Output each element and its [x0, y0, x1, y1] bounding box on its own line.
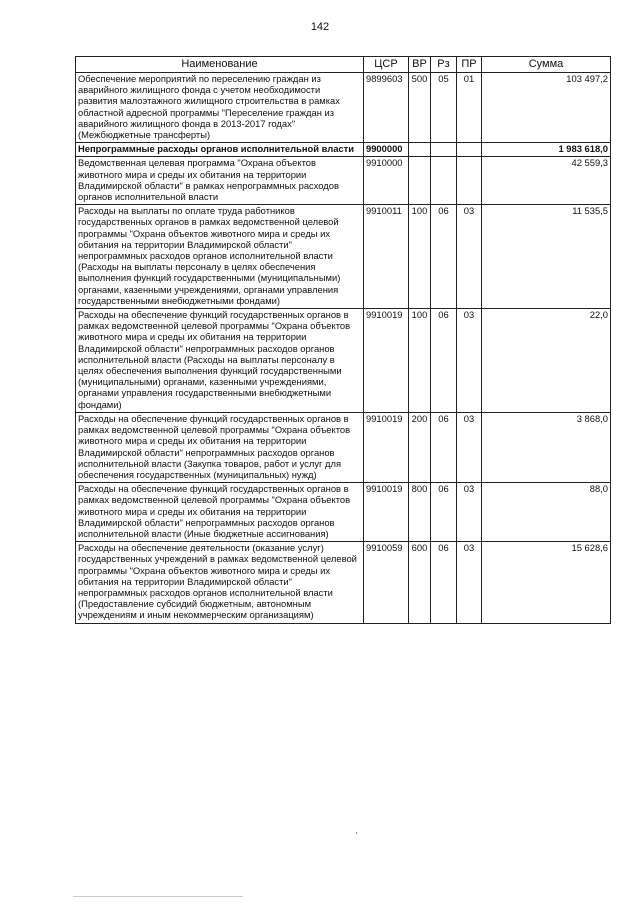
row-name: Расходы на выплаты по оплате труда работников государственных органов в рамках ведомственной целевой программы "Охрана объектов животного мира и среды их обитания на территории Владимирской области" непрограммных расходов органов исполнительной власти (Расходы на выплаты персоналу в целях обеспечения выполнения функций государственными (муниципальными) органами, казенными учреждениями, органами управления государственными внебюджетными фондами): [78, 205, 341, 306]
header-row: [76, 57, 611, 73]
row-csr: 9910059: [364, 542, 409, 623]
row-vr: 500: [409, 73, 431, 143]
table-header: [76, 57, 611, 73]
row-csr: 9899603: [364, 73, 409, 143]
table-row: [76, 542, 611, 623]
row-name: Расходы на обеспечение функций государственных органов в рамках ведомственной целевой программы "Охрана объектов животного мира и среды их обитания на территории Владимирской области" непрограммных расходов органов исполнительной власти (Расходы на выплаты персоналу в целях обеспечения выполнения функций государственными (муниципальными) органами, казенными учреждениями, органами управления государственными внебюджетными фондами): [78, 309, 351, 410]
row-pr: [457, 157, 482, 205]
row-name-cell: [76, 309, 364, 413]
table-row: [76, 483, 611, 542]
budget-table: [75, 56, 611, 624]
row-pr: [457, 143, 482, 157]
row-name: Расходы на обеспечение функций государственных органов в рамках ведомственной целевой программы "Охрана объектов животного мира и среды их обитания на территории Владимирской области" непрограммных расходов органов исполнительной власти (Иные бюджетные ассигнования): [78, 483, 351, 539]
row-csr: 9910019: [364, 483, 409, 542]
row-name-cell: [76, 157, 364, 205]
table-row: [76, 309, 611, 413]
row-vr: 100: [409, 309, 431, 413]
row-pr: 03: [457, 542, 482, 623]
row-name: Ведомственная целевая программа "Охрана объектов животного мира и среды их обитания на территории Владимирской области" в рамках непрограммных расходов органов исполнительной власти: [78, 157, 339, 203]
row-pr: 03: [457, 205, 482, 309]
row-csr: 9900000: [364, 143, 409, 157]
row-pr: 03: [457, 309, 482, 413]
row-csr: 9910000: [364, 157, 409, 205]
header-pr: ПР: [457, 57, 482, 73]
row-name-cell: [76, 412, 364, 482]
row-rz: 06: [431, 483, 457, 542]
row-sum: 11 535,5: [482, 205, 611, 309]
row-rz: 05: [431, 73, 457, 143]
row-pr: 01: [457, 73, 482, 143]
row-vr: 600: [409, 542, 431, 623]
row-rz: 06: [431, 542, 457, 623]
row-pr: 03: [457, 412, 482, 482]
header-name: Наименование: [76, 57, 364, 73]
header-csr: ЦСР: [364, 57, 409, 73]
row-sum: 42 559,3: [482, 157, 611, 205]
row-sum: 103 497,2: [482, 73, 611, 143]
row-sum: 88,0: [482, 483, 611, 542]
table-row: [76, 205, 611, 309]
table-row: [76, 157, 611, 205]
header-vr: ВР: [409, 57, 431, 73]
row-vr: [409, 143, 431, 157]
row-csr: 9910019: [364, 412, 409, 482]
table-row: [76, 73, 611, 143]
row-vr: [409, 157, 431, 205]
row-rz: 06: [431, 309, 457, 413]
row-name-cell: [76, 542, 364, 623]
row-rz: 06: [431, 412, 457, 482]
table-row: [76, 412, 611, 482]
row-name-cell: [76, 143, 364, 157]
scan-speck: [73, 896, 243, 897]
header-rz: Рз: [431, 57, 457, 73]
row-name-cell: [76, 205, 364, 309]
row-sum: 3 868,0: [482, 412, 611, 482]
row-csr: 9910019: [364, 309, 409, 413]
row-name: Обеспечение мероприятий по переселению граждан из аварийного жилищного фонда с учетом необходимости развития малоэтажного жилищного строительства в рамках областной адресной программы "Переселение граждан из аварийного жилищного фонда в 2013-2017 годах" (Межбюджетные трансферты): [78, 73, 340, 141]
row-pr: 03: [457, 483, 482, 542]
row-csr: 9910011: [364, 205, 409, 309]
row-rz: [431, 143, 457, 157]
scan-speck: [356, 832, 357, 834]
row-vr: 800: [409, 483, 431, 542]
row-sum: 15 628,6: [482, 542, 611, 623]
row-rz: 06: [431, 205, 457, 309]
row-rz: [431, 157, 457, 205]
table-row: [76, 143, 611, 157]
row-sum: 1 983 618,0: [482, 143, 611, 157]
row-sum: 22,0: [482, 309, 611, 413]
row-vr: 100: [409, 205, 431, 309]
row-name: Расходы на обеспечение деятельности (оказание услуг) государственных учреждений в рамках ведомственной целевой программы "Охрана объектов животного мира и среды их обитания на территории Владимирской области" непрограммных расходов органов исполнительной власти (Предоставление субсидий бюджетным, автономным учреждениям и иным некоммерческим организациям): [78, 542, 357, 621]
row-name-cell: [76, 483, 364, 542]
row-name-cell: [76, 73, 364, 143]
page-number: 142: [310, 21, 330, 33]
row-name: Расходы на обеспечение функций государственных органов в рамках ведомственной целевой программы "Охрана объектов животного мира и среды их обитания на территории Владимирской области" непрограммных расходов органов исполнительной власти (Закупка товаров, работ и услуг для обеспечения государственных (муниципальных) нужд): [78, 412, 351, 480]
row-name: Непрограммные расходы органов исполнительной власти: [78, 143, 354, 155]
header-sum: Сумма: [482, 57, 611, 73]
row-vr: 200: [409, 412, 431, 482]
